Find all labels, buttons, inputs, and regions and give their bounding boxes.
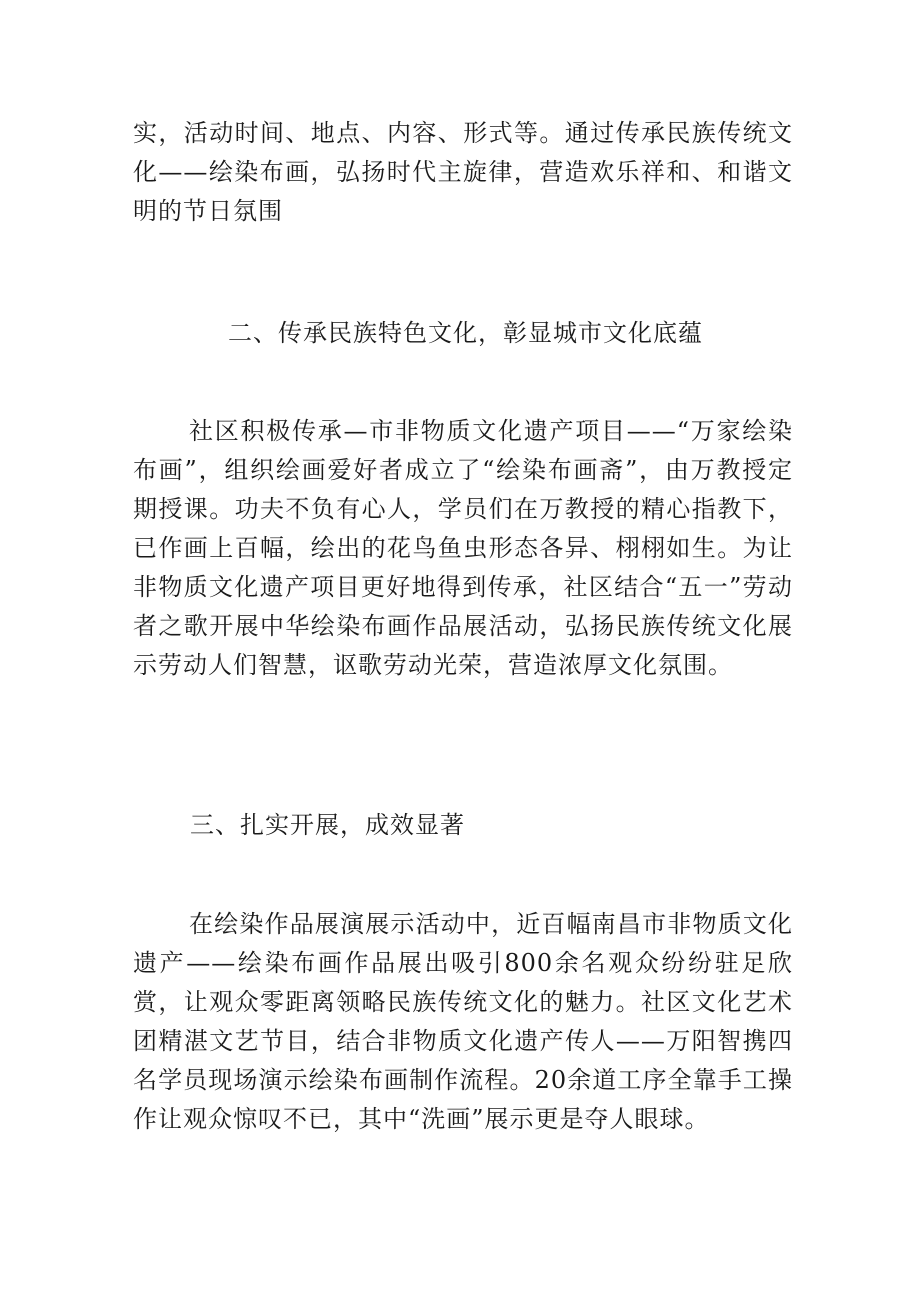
paragraph-section-3: 在绘染作品展演展示活动中，近百幅南昌市非物质文化遗产——绘染布画作品展出吸引800余名观众纷纷驻足欣赏，让观众零距离领略民族传统文化的魅力。社区文化艺术团精湛文艺节目，结合非物质文化遗产传人——万阳智携四名学员现场演示绘染布画制作流程。20余道工序全靠手工操作让观众惊叹不已，其中“洗画”展示更是夺人眼球。 (133, 910, 793, 1133)
section-heading-3: 三、扎实开展，成效显著 (190, 811, 465, 839)
section-heading-2: 二、传承民族特色文化，彰显城市文化底蕴 (228, 319, 703, 347)
paragraph-section-2: 社区积极传承—市非物质文化遗产项目——“万家绘染布画”，组织绘画爱好者成立了“绘染布画斋”，由万教授定期授课。功夫不负有心人，学员们在万教授的精心指教下，已作画上百幅，绘出的花鸟鱼虫形态各异、栩栩如生。为让非物质文化遗产项目更好地得到传承，社区结合“五一”劳动者之歌开展中华绘染布画作品展活动，弘扬民族传统文化展示劳动人们智慧，讴歌劳动光荣，营造浓厚文化氛围。 (133, 417, 793, 679)
paragraph-continued: 实，活动时间、地点、内容、形式等。通过传承民族传统文化——绘染布画，弘扬时代主旋律，营造欢乐祥和、和谐文明的节日氛围 (133, 119, 793, 225)
